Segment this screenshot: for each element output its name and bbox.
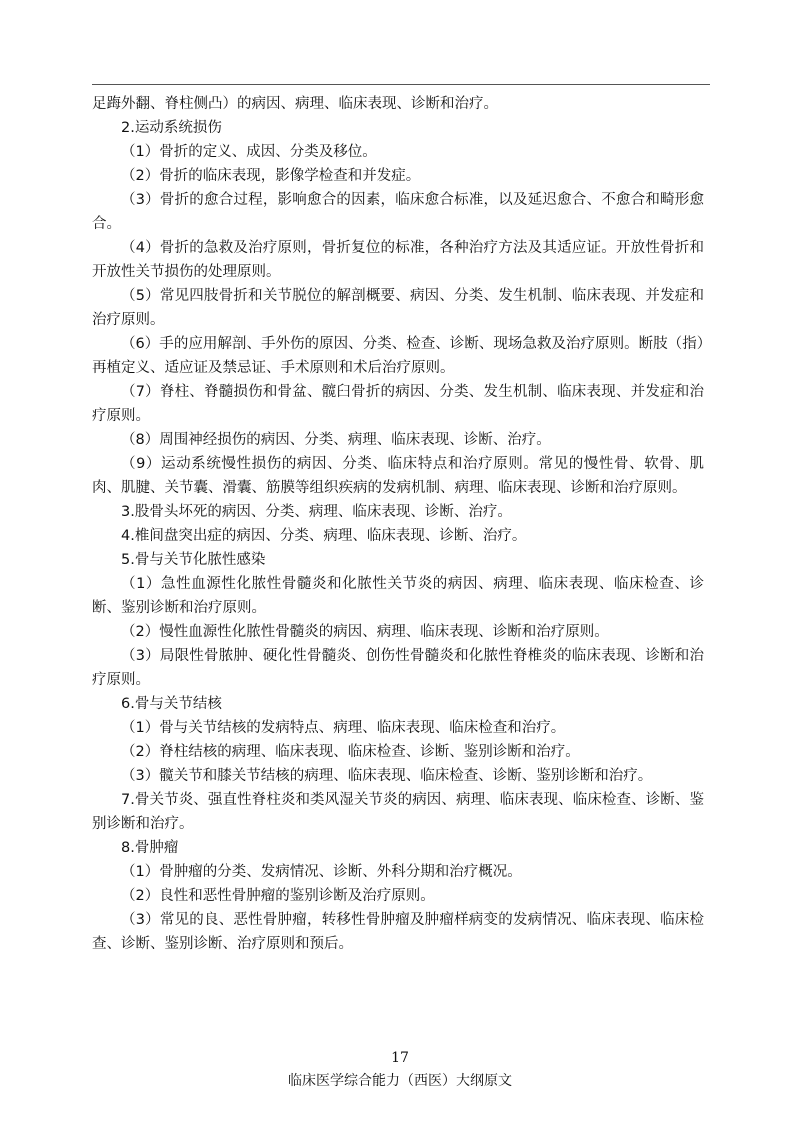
section-heading: 3.股骨头坏死的病因、分类、病理、临床表现、诊断、治疗。 xyxy=(121,504,512,520)
list-item: （2）脊柱结核的病理、临床表现、临床检查、诊断、鉴别诊断和治疗。 xyxy=(121,744,580,760)
list-item: （1）急性血源性化脓性骨髓炎和化脓性关节炎的病因、病理、临床表现、临床检查、诊断、鉴别诊断和治疗原则。 xyxy=(92,576,704,616)
footer-title: 临床医学综合能力（西医）大纲原文 xyxy=(288,1073,512,1089)
section-heading: 8.骨肿瘤 xyxy=(121,840,179,856)
list-item: （2）骨折的临床表现，影像学检查和并发症。 xyxy=(121,168,421,184)
list-item: （3）局限性骨脓肿、硬化性骨髓炎、创伤性骨髓炎和化脓性脊椎炎的临床表现、诊断和治疗原则。 xyxy=(92,648,704,688)
section-heading: 4.椎间盘突出症的病因、分类、病理、临床表现、诊断、治疗。 xyxy=(121,528,527,544)
list-item: （2）慢性血源性化脓性骨髓炎的病因、病理、临床表现、诊断和治疗原则。 xyxy=(121,624,609,640)
document-body xyxy=(92,92,704,956)
list-item: （7）脊柱、脊髓损伤和骨盆、髋臼骨折的病因、分类、发生机制、临床表现、并发症和治疗原则。 xyxy=(92,384,704,424)
paragraph: 足踇外翻、脊柱侧凸）的病因、病理、临床表现、诊断和治疗。 xyxy=(92,96,498,112)
list-item: （6）手的应用解剖、手外伤的原因、分类、检查、诊断、现场急救及治疗原则。断肢（指）再植定义、适应证及禁忌证、手术原则和术后治疗原则。 xyxy=(92,336,704,376)
list-item: （3）骨折的愈合过程，影响愈合的因素，临床愈合标准，以及延迟愈合、不愈合和畸形愈合。 xyxy=(92,192,704,232)
section-heading: 6.骨与关节结核 xyxy=(121,696,222,712)
section-heading: 2.运动系统损伤 xyxy=(121,120,222,136)
list-item: （3）常见的良、恶性骨肿瘤，转移性骨肿瘤及肿瘤样病变的发病情况、临床表现、临床检查、诊断、鉴别诊断、治疗原则和预后。 xyxy=(92,912,704,952)
page-number: 17 xyxy=(391,1050,409,1066)
header-rule xyxy=(92,84,710,85)
list-item: （9）运动系统慢性损伤的病因、分类、临床特点和治疗原则。常见的慢性骨、软骨、肌肉、肌腱、关节囊、滑囊、筋膜等组织疾病的发病机制、病理、临床表现、诊断和治疗原则。 xyxy=(92,456,704,496)
list-item: （8）周围神经损伤的病因、分类、病理、临床表现、诊断、治疗。 xyxy=(121,432,551,448)
list-item: （4）骨折的急救及治疗原则，骨折复位的标准，各种治疗方法及其适应证。开放性骨折和开放性关节损伤的处理原则。 xyxy=(92,240,704,280)
list-item: （3）髋关节和膝关节结核的病理、临床表现、临床检查、诊断、鉴别诊断和治疗。 xyxy=(121,768,653,784)
section-heading: 5.骨与关节化脓性感染 xyxy=(121,552,266,568)
list-item: （1）骨折的定义、成因、分类及移位。 xyxy=(121,144,377,160)
list-item: （1）骨肿瘤的分类、发病情况、诊断、外科分期和治疗概况。 xyxy=(121,864,522,880)
list-item: （1）骨与关节结核的发病特点、病理、临床表现、临床检查和治疗。 xyxy=(121,720,566,736)
list-item: （2）良性和恶性骨肿瘤的鉴别诊断及治疗原则。 xyxy=(121,888,435,904)
section-heading: 7.骨关节炎、强直性脊柱炎和类风湿关节炎的病因、病理、临床表现、临床检查、诊断、鉴别诊断和治疗。 xyxy=(92,792,704,832)
list-item: （5）常见四肢骨折和关节脱位的解剖概要、病因、分类、发生机制、临床表现、并发症和治疗原则。 xyxy=(92,288,704,328)
